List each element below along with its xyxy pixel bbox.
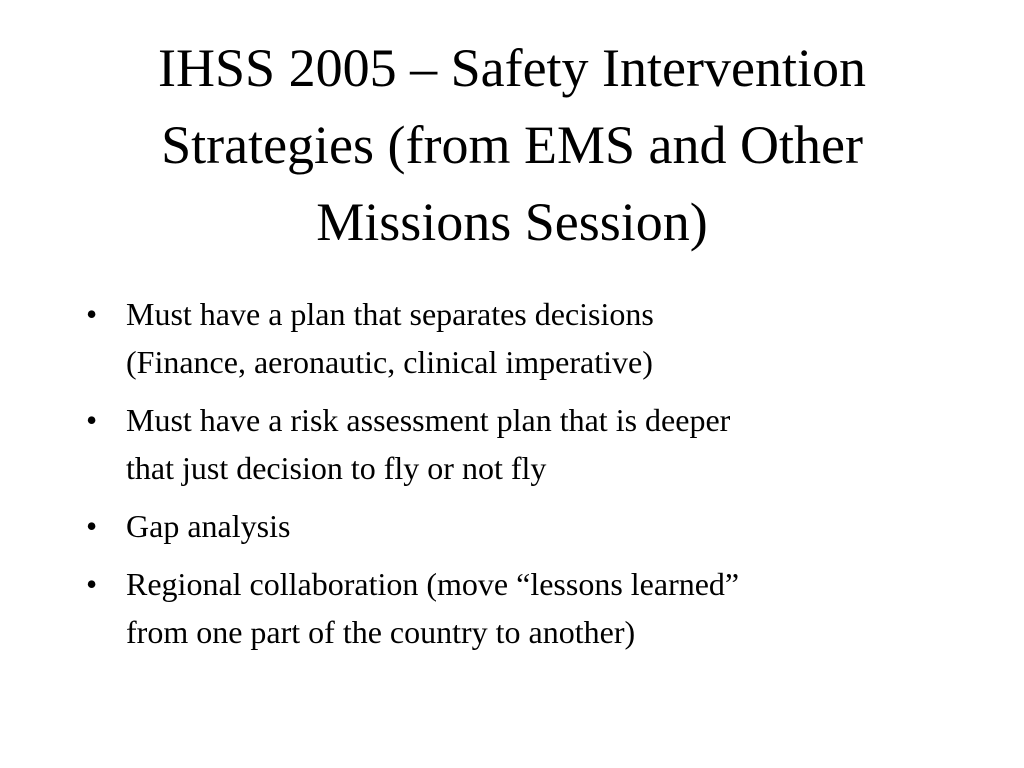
bullet-line: Must have a plan that separates decisions bbox=[126, 296, 654, 332]
bullet-marker: • bbox=[86, 296, 98, 332]
bullet-item-plan-separates-decisions bbox=[86, 290, 946, 386]
bullet-text bbox=[126, 396, 946, 492]
bullet-marker: • bbox=[86, 402, 98, 438]
title-line-1: IHSS 2005 – Safety Intervention bbox=[158, 38, 866, 98]
bullet-text bbox=[126, 502, 946, 550]
bullet-text bbox=[126, 560, 946, 656]
title-line-3: Missions Session) bbox=[316, 192, 708, 252]
bullet-marker: • bbox=[86, 566, 98, 602]
bullet-item-regional-collaboration bbox=[86, 560, 946, 656]
bullet-item-risk-assessment-plan bbox=[86, 396, 946, 492]
bullet-line: that just decision to fly or not fly bbox=[126, 450, 547, 486]
bullet-list bbox=[86, 290, 946, 666]
bullet-marker: • bbox=[86, 508, 98, 544]
bullet-text bbox=[126, 290, 946, 386]
bullet-item-gap-analysis bbox=[86, 502, 946, 550]
title-line-2: Strategies (from EMS and Other bbox=[161, 115, 863, 175]
bullet-line: from one part of the country to another) bbox=[126, 614, 636, 650]
bullet-line: Regional collaboration (move “lessons learned” bbox=[126, 566, 740, 602]
bullet-line: Gap analysis bbox=[126, 508, 291, 544]
bullet-line: (Finance, aeronautic, clinical imperative) bbox=[126, 344, 653, 380]
bullet-line: Must have a risk assessment plan that is deeper bbox=[126, 402, 731, 438]
slide-title bbox=[60, 30, 964, 261]
